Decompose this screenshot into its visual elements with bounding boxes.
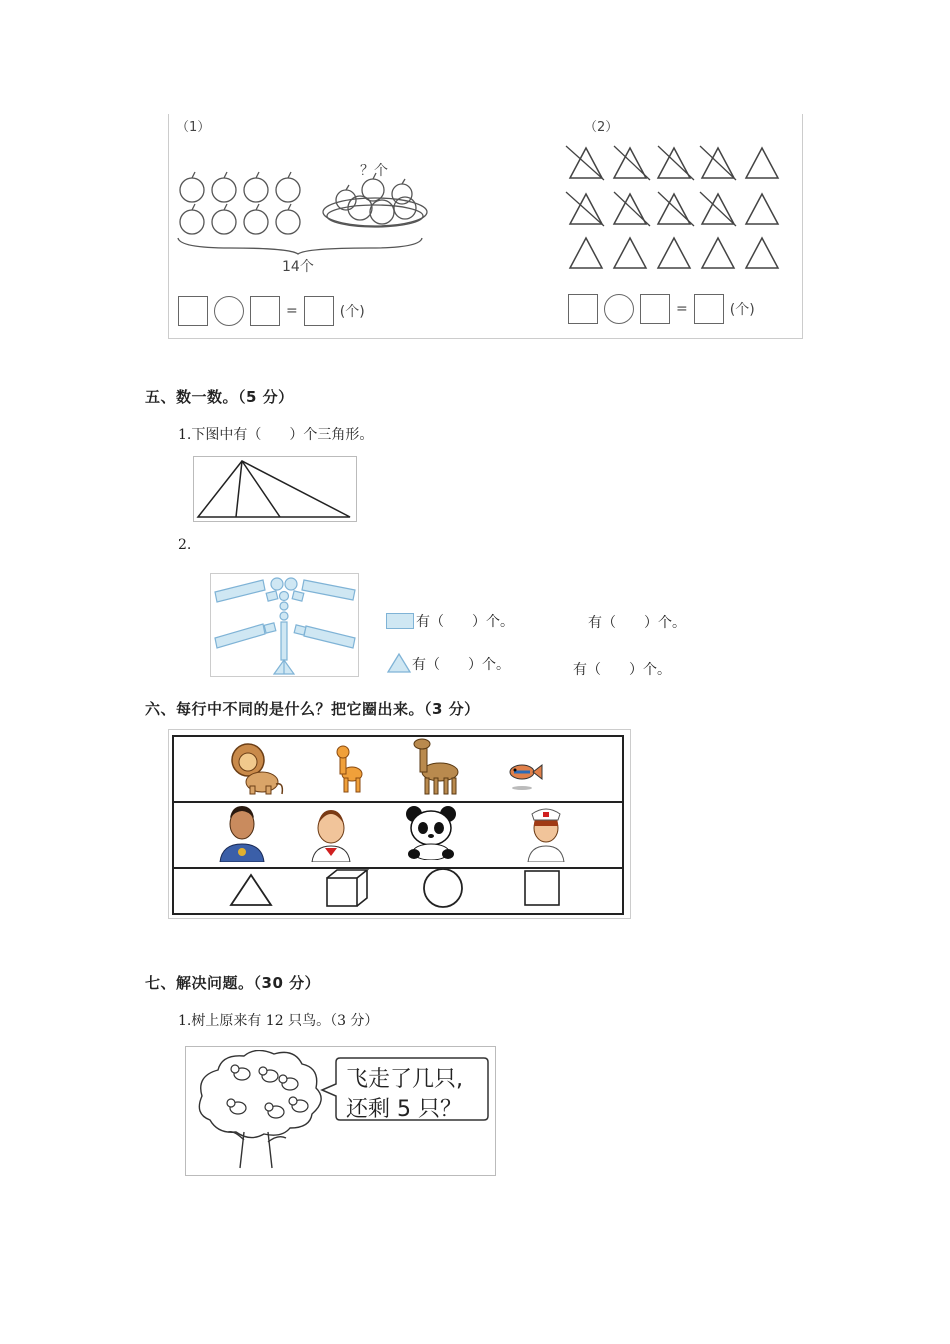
apples-illustration: [170, 150, 440, 260]
tree-with-birds-illustration: [190, 1050, 330, 1170]
section7-title: 七、解决问题。（30 分）: [145, 974, 321, 992]
equation-left: [178, 296, 365, 326]
bubble-line-2: 还剩 5 只？: [346, 1097, 462, 1122]
deer-icon[interactable]: [330, 744, 370, 794]
bubble-line-1: 飞走了几只,: [346, 1067, 463, 1092]
answer-box[interactable]: [640, 294, 670, 324]
operator-circle[interactable]: [214, 296, 244, 326]
equation-right: [568, 294, 755, 324]
cube-icon[interactable]: [324, 868, 370, 908]
answer-box[interactable]: [178, 296, 208, 326]
section5-q1: 1.下图中有（ ）个三角形。: [178, 427, 374, 443]
tri-count-text-2: 有（ ）个。: [573, 662, 671, 678]
bird-icon: [227, 1065, 308, 1118]
section6-title: 六、每行中不同的是什么？把它圈出来。（3 分）: [145, 700, 480, 718]
tri-count-row: [386, 652, 510, 674]
unknown-count-label: ？个: [360, 163, 388, 179]
operator-circle[interactable]: [604, 294, 634, 324]
nurse-icon[interactable]: [524, 804, 568, 862]
equals-sign: =: [676, 301, 688, 317]
lion-icon[interactable]: [226, 740, 288, 796]
circle-shape-icon[interactable]: [420, 866, 466, 910]
unit-label: (个): [339, 304, 365, 320]
square-shape-icon[interactable]: [522, 868, 562, 908]
section5-q2: 2.: [178, 537, 192, 553]
tri-count-text-1: 有（ ）个。: [412, 657, 510, 673]
fish-icon[interactable]: [506, 760, 544, 792]
apple-icon: [180, 172, 300, 234]
answer-box[interactable]: [568, 294, 598, 324]
figure2-label: （2）: [584, 120, 619, 135]
section7-q1: 1.树上原来有 12 只鸟。（3 分）: [178, 1013, 379, 1029]
total-count-label: 14个: [282, 259, 314, 275]
man-icon[interactable]: [218, 804, 266, 862]
triangles-illustration: [560, 140, 790, 280]
figure1-label: （1）: [176, 120, 211, 135]
equals-sign: =: [286, 303, 298, 319]
rect-count-row: [386, 611, 514, 631]
panda-icon[interactable]: [402, 804, 460, 860]
boy-icon[interactable]: [308, 806, 354, 862]
answer-box[interactable]: [304, 296, 334, 326]
unit-label: (个): [729, 302, 755, 318]
rect-count-text-2: 有（ ）个。: [588, 615, 686, 631]
dragonfly-figure: [210, 573, 359, 677]
rect-count-text-1: 有（ ）个。: [416, 614, 514, 630]
answer-box[interactable]: [694, 294, 724, 324]
alpaca-icon[interactable]: [410, 736, 462, 796]
triangle-count-figure: [193, 456, 357, 522]
answer-box[interactable]: [250, 296, 280, 326]
rectangle-icon: [386, 613, 414, 629]
section5-title: 五、数一数。（5 分）: [145, 388, 294, 406]
triangle-shape-icon[interactable]: [228, 872, 274, 908]
triangle-icon: [386, 652, 412, 674]
